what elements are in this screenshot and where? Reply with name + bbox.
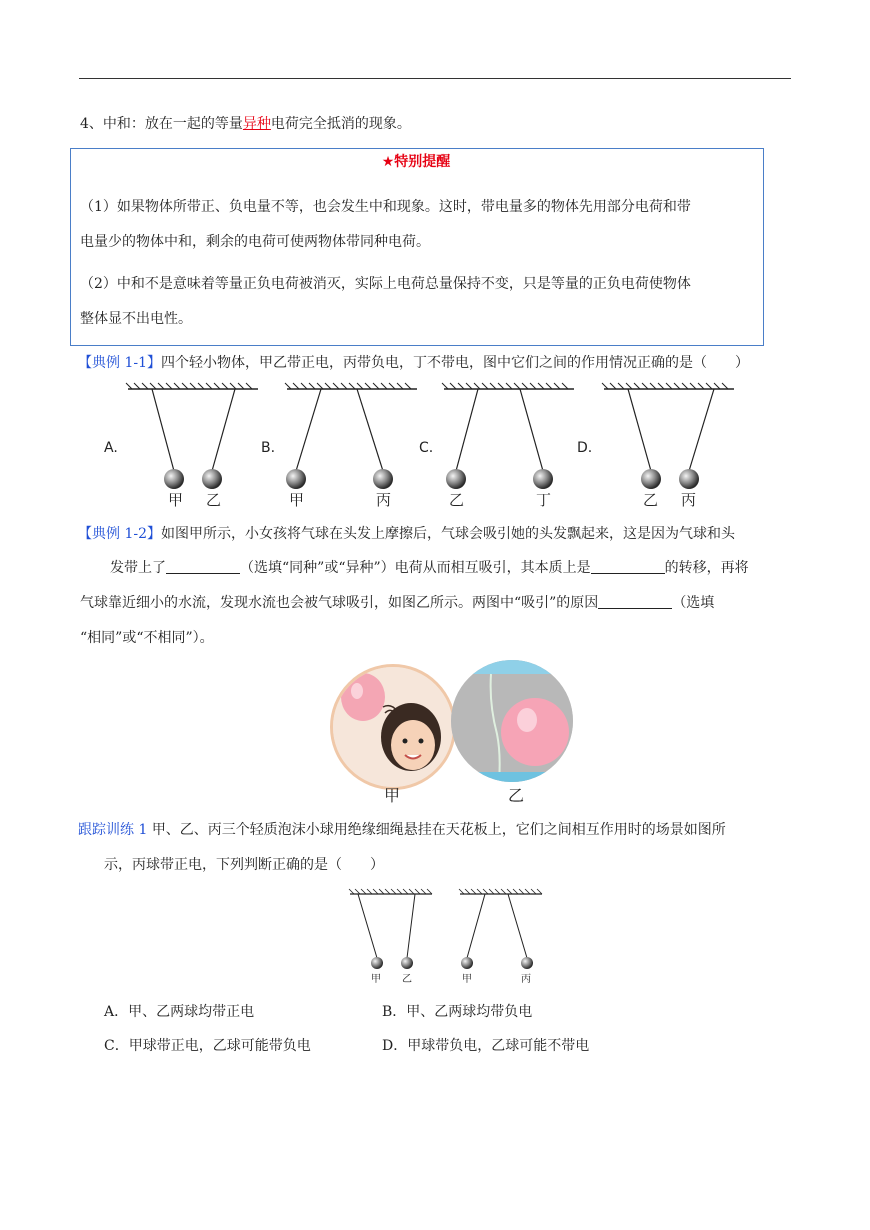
ball-icon <box>286 469 306 489</box>
section-4-prefix: 4、中和：放在一起的等量 <box>80 116 243 132</box>
option-a-label: A. <box>104 440 118 456</box>
example-1-2-line3 <box>80 593 714 613</box>
example-1-2-line1 <box>78 524 735 544</box>
ball-icon <box>373 469 393 489</box>
option-d-left-label: 乙 <box>643 491 659 509</box>
ball-icon <box>164 469 184 489</box>
section-4-text <box>80 114 411 134</box>
header-rule <box>79 78 791 79</box>
option-a-diagram <box>126 383 258 489</box>
text-fragment: （选填 <box>672 595 715 611</box>
example-1-2-tag: 【典例 1-2】 <box>78 526 161 542</box>
text-fragment: （选填“同种”或“异种”）电荷从而相互吸引，其本质上是 <box>240 560 591 576</box>
ball-icon <box>679 469 699 489</box>
practice-ball-label: 甲 <box>371 974 381 985</box>
ball-icon <box>641 469 661 489</box>
reminder-p1-line2: 电量少的物体中和，剩余的电荷可使两物体带同种电荷。 <box>80 234 430 250</box>
practice-1-tag: 跟踪训练 1 <box>78 822 148 838</box>
practice-1-text: 甲、乙、丙三个轻质泡沫小球用绝缘细绳悬挂在天花板上，它们之间相互作用时的场景如图所 <box>151 822 726 838</box>
section-4-highlight: 异种 <box>242 116 271 132</box>
option-a-right-label: 乙 <box>206 491 222 509</box>
option-b-diagram <box>285 383 417 489</box>
example-1-2-line4: “相同”或“不相同”）。 <box>80 630 214 646</box>
choice-c[interactable]: C．甲球带正电，乙球可能带负电 <box>104 1038 311 1054</box>
option-b-label: B. <box>261 440 276 456</box>
ball-icon <box>202 469 222 489</box>
practice-1-figure <box>340 882 560 982</box>
ball-icon <box>371 957 383 969</box>
example-1-1-tag: 【典例 1-1】 <box>78 355 161 371</box>
option-d-right-label: 丙 <box>681 491 697 509</box>
answer-blank-3[interactable] <box>598 594 672 609</box>
example-1-2-line2 <box>110 558 749 578</box>
practice-ball-label: 乙 <box>402 974 412 985</box>
text-fragment: 的转移，再将 <box>664 560 749 576</box>
option-c-diagram <box>442 383 574 489</box>
reminder-p2-line1: （2）中和不是意味着等量正负电荷被消灭，实际上电荷总量保持不变，只是等量的正负电荷使物体 <box>80 276 691 292</box>
option-b-left-label: 甲 <box>289 491 305 509</box>
ball-icon <box>521 957 533 969</box>
answer-blank-2[interactable] <box>591 559 665 574</box>
reminder-title: ★特别提醒 <box>381 154 451 170</box>
reminder-p1-line1: （1）如果物体所带正、负电量不等，也会发生中和现象。这时，带电量多的物体先用部分电荷和带 <box>80 199 691 215</box>
option-b-right-label: 丙 <box>376 491 392 509</box>
text-fragment: 气球靠近细小的水流，发现水流也会被气球吸引，如图乙所示。两图中“吸引”的原因 <box>80 595 599 611</box>
choice-d[interactable]: D．甲球带负电，乙球可能不带电 <box>382 1038 590 1054</box>
example-1-1 <box>78 353 749 373</box>
photo-caption-right: 乙 <box>508 786 525 805</box>
practice-ball-label: 丙 <box>521 974 531 985</box>
girl-balloon-photo <box>330 664 456 790</box>
option-c-left-label: 乙 <box>449 491 465 509</box>
ball-icon <box>446 469 466 489</box>
practice-ball-label: 甲 <box>462 974 472 985</box>
photo-caption-left: 甲 <box>384 786 401 805</box>
choice-b[interactable]: B．甲、乙两球均带负电 <box>382 1004 533 1020</box>
choice-a[interactable]: A．甲、乙两球均带正电 <box>104 1004 255 1020</box>
option-c-label: C. <box>419 440 434 456</box>
balloon-water-photo <box>451 660 573 782</box>
ball-icon <box>401 957 413 969</box>
practice-1-line1 <box>78 820 726 840</box>
option-d-diagram <box>602 383 734 489</box>
answer-blank-1[interactable] <box>166 559 240 574</box>
text-fragment: 发带上了 <box>110 560 166 576</box>
example-1-1-figure <box>0 375 870 515</box>
example-1-1-question: 四个轻小物体，甲乙带正电，丙带负电，丁不带电，图中它们之间的作用情况正确的是（ ） <box>161 355 749 371</box>
section-4-suffix: 电荷完全抵消的现象。 <box>270 116 411 132</box>
reminder-p2-line2: 整体显不出电性。 <box>80 311 192 327</box>
ball-icon <box>461 957 473 969</box>
option-a-left-label: 甲 <box>168 491 184 509</box>
practice-1-line2: 示，丙球带正电，下列判断正确的是（ ） <box>104 857 384 873</box>
option-c-right-label: 丁 <box>536 491 552 509</box>
example-1-2-text: 如图甲所示，小女孩将气球在头发上摩擦后，气球会吸引她的头发飘起来，这是因为气球和头 <box>161 526 735 542</box>
option-d-label: D. <box>577 440 593 456</box>
ball-icon <box>533 469 553 489</box>
